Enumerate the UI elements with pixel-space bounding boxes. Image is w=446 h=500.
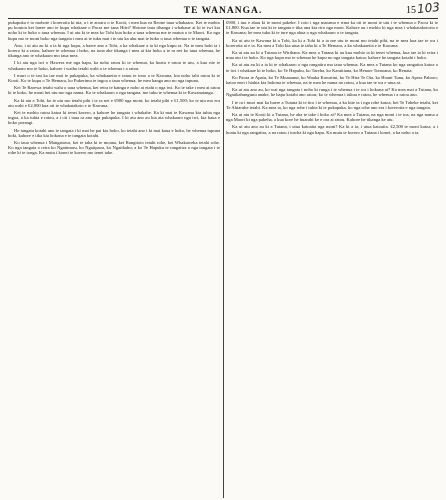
paragraph: Ka ui atu ano au ki a Tutana, i utua katoatia nga moni? Ka ki a ia, i utua katoatia. £2,500 te moni katoa, a i hoatu ki nga rangatira, a na ratou i tuwha ki nga hapu. Ka mutu te korero a Tutana i konei, a ka noho a ia. (226, 124, 438, 135)
paragraph: £900, i tuu e ahau ki te moni pakeke. I roto i nga marama e rima ka oti te moni te utu i te whenua o Pacra ki te £1,800. Kua tae te utu ki te tangata e tika ana kia riro nga moni. Kahore au i mohio ki nga mea i whakatakotoria e te Kawana; he mea tuku ki te ture nga ahua o nga whakaaro o te tangata. (226, 20, 438, 36)
paragraph: Kei te mohio ratou katoa ki tenei korero, a kahore he tangata i whakahe. Ka ki mai te Kawana kia tuhia nga ingoa, a ka tuhia e ratou, a i oti i taua ra ano nga pukapuka. I ki atu ano au kia ata whakaaro nga iwi, kia kaua e hoko porangi. (8, 110, 220, 126)
page-number: 15 (406, 5, 416, 16)
paragraph: Ka ui atu te Kawana ki a Tohi, ka ki a Tohi ki a ia me utu te moni mo tetahi pihi, na te mea kua tae te wa i korerotia ai e ia. Ka mea a Tohi kia utua te taha ki a Te Hemara, a ka whakaaetia e te Kawana. (226, 37, 438, 48)
paragraph: Ka ki atu a Tohi, ko te utu mo tetahi pihi i te ra nei e £900 nga moni; ko tetahi pihi e £1,500; ko te utu mo era atu wahi e £2,000 kua oti te whakatakoto e te Kawana. (8, 97, 220, 108)
paragraph: He tangata kotahi ano te tangata i ki mai he pai kia hoko, ko tetahi ano i ki mai kaua e hoko, he whenua tupuna hoki, kahore e tika kia hokona e te tangata kotahi. (8, 127, 220, 138)
handwritten-page-number: 103 (416, 0, 441, 17)
document-page (8, 0, 441, 498)
right-column (226, 20, 438, 498)
text-columns (8, 20, 438, 498)
paragraph: Ka ui atu te Kooti ki a Tutana, he aha te take i hoko ai? Ka mea a Tutana, na nga moni i te toa, na nga nama a nga Maori ki nga pakeha, a kua kore he huarahi ke e ora ai ratou. Kahore he tikanga ke atu. (226, 112, 438, 123)
paragraph: Kei Te Rarewa tetahi wahi o taua whenua, kei reira te kainga e noho ai etahi o nga iwi. Ko te take i mea ai ratou ki te hoko, he moni hei utu mo nga nama. Ko te whakaaro o nga tangata, me tuku te whenua ki te Kawanatanga. (8, 85, 220, 96)
paragraph: Ka ui atu au ki a ia ki te whakaaro o nga rangatira mo taua whenua. Ka mea a Tutana ko nga rangatira katoa o te iwi i whakaae ki te hoko, ko Te Hapuku, ko Tareha, ko Karaitiana, ko Henare Tomoana, ko Renata. (226, 62, 438, 73)
page-header (8, 0, 441, 19)
paragraph: Ka ui atu ano au, ko wai nga tangata i noho ki runga i te whenua i te wa i hokona ai? Ka mea mai a Tutana, ko Ngatikahungunu anake, he hapu kotahi ano ratou; ko te whenua i tukua e ratou, he whenua i a ratou ano. (226, 87, 438, 98)
paragraph: Ko taua whenua i Mangatawa, kei te taha ki te moana, kei Rangitoto tetahi rohe, kei Whakaweka tetahi rohe. Ko nga tangata o reira ko Ngatimaru, ko Ngatipaoa, ko Ngatikahu; a ko Te Hapuku te rangatira o nga tangata i te rohe ki te tonga. Ka mutu i konei te korero mo tenei take. (8, 140, 220, 156)
column-divider (223, 20, 224, 498)
paragraph: Ko Paora te Apatu, ko Te Moananui, ko Waaka Kawatini, ko Te Hira Te Ota, ko Hoani Tunu, ko Apera Pahoro; katoa enei i hiahia kia hokona te whenua, na te mea he nama no ratou, a kua tae te wa e utua ai. (226, 74, 438, 86)
paragraph: I te ra i muri mai ka haere a Tutana ki te tiro i te whenua, a ka kite ia i nga rohe katoa, kei Te Taheke tetahi, kei Te Ahiaruhe tetahi. Ka mea ia, ko nga rohe i tuhia ki te pukapuka, ko nga rohe ano era i korerotia e nga tangata. (226, 99, 438, 110)
page-title: TE WANANGA. (183, 6, 263, 16)
paragraph: pukapuka e to mohote i korerotia ki nia, a i te aroaro o te Kooti, i mea kua ea Reone taua whakaaro. Kei te mohio pu koutou kei haere ano te kupu whakaae o Pacra me tana Hiiri? Hoione taua tihanga i whakaue ai ki te iwi kia noho ki te hoko o taua whenua. I ui atu ki te mea ko Tohi kua hoko a taua whenua me te matua o te Maori. Ko nga kupu mo te moni hoko nga tangata i mea ai te tuku mai i te utu ka ahu mai te hoko o taua whenua o te tangata. (8, 20, 220, 41)
paragraph: I ki atu nga iwi o Hawera me nga hapu, ka noho ratou ki te whenua, ka hoatu e ratou te utu, a kua rite te whakaaro mo te hoko, kahore i waiho tetahi wahi o te whenua i a ratou. (8, 60, 220, 71)
left-column (8, 20, 220, 498)
paragraph: Ano, i ui atu au ki a ia ki nga kupu, a haere ano a Tohi, a ka whakaae a ia ki nga kupu ra. Na te mea hoki ia i korero ki a ratou, kahore te whenua i hoko, na tona ake tikanga i mea ai kia hoko a te ra nei ko taua whenua, he tikanga ano te whakaaro mo taua mea. (8, 42, 220, 59)
paragraph: I muri o te tau ka tae mai te pukapuka, ka whakaaetia e ratou te tono a te Kawana, kia noho tahi ratou ki te Kooti. Ko te kupu o Te Hemara, ko Pukerimu te ingoa o taua whenua; he mea hanga ano no nga tupuna. (8, 72, 220, 84)
paragraph: Ka ui atu au ki a Tutana te Wirihana. Ka mea a Tutana ki au kua mohio ia ki tenei whenua, kua tae ia ki reira i mua atu i te hoko. Ko nga kupu mo te whenua he kupu no nga tangata katoa; kahore he tangata kotahi i hoko. (226, 50, 438, 61)
